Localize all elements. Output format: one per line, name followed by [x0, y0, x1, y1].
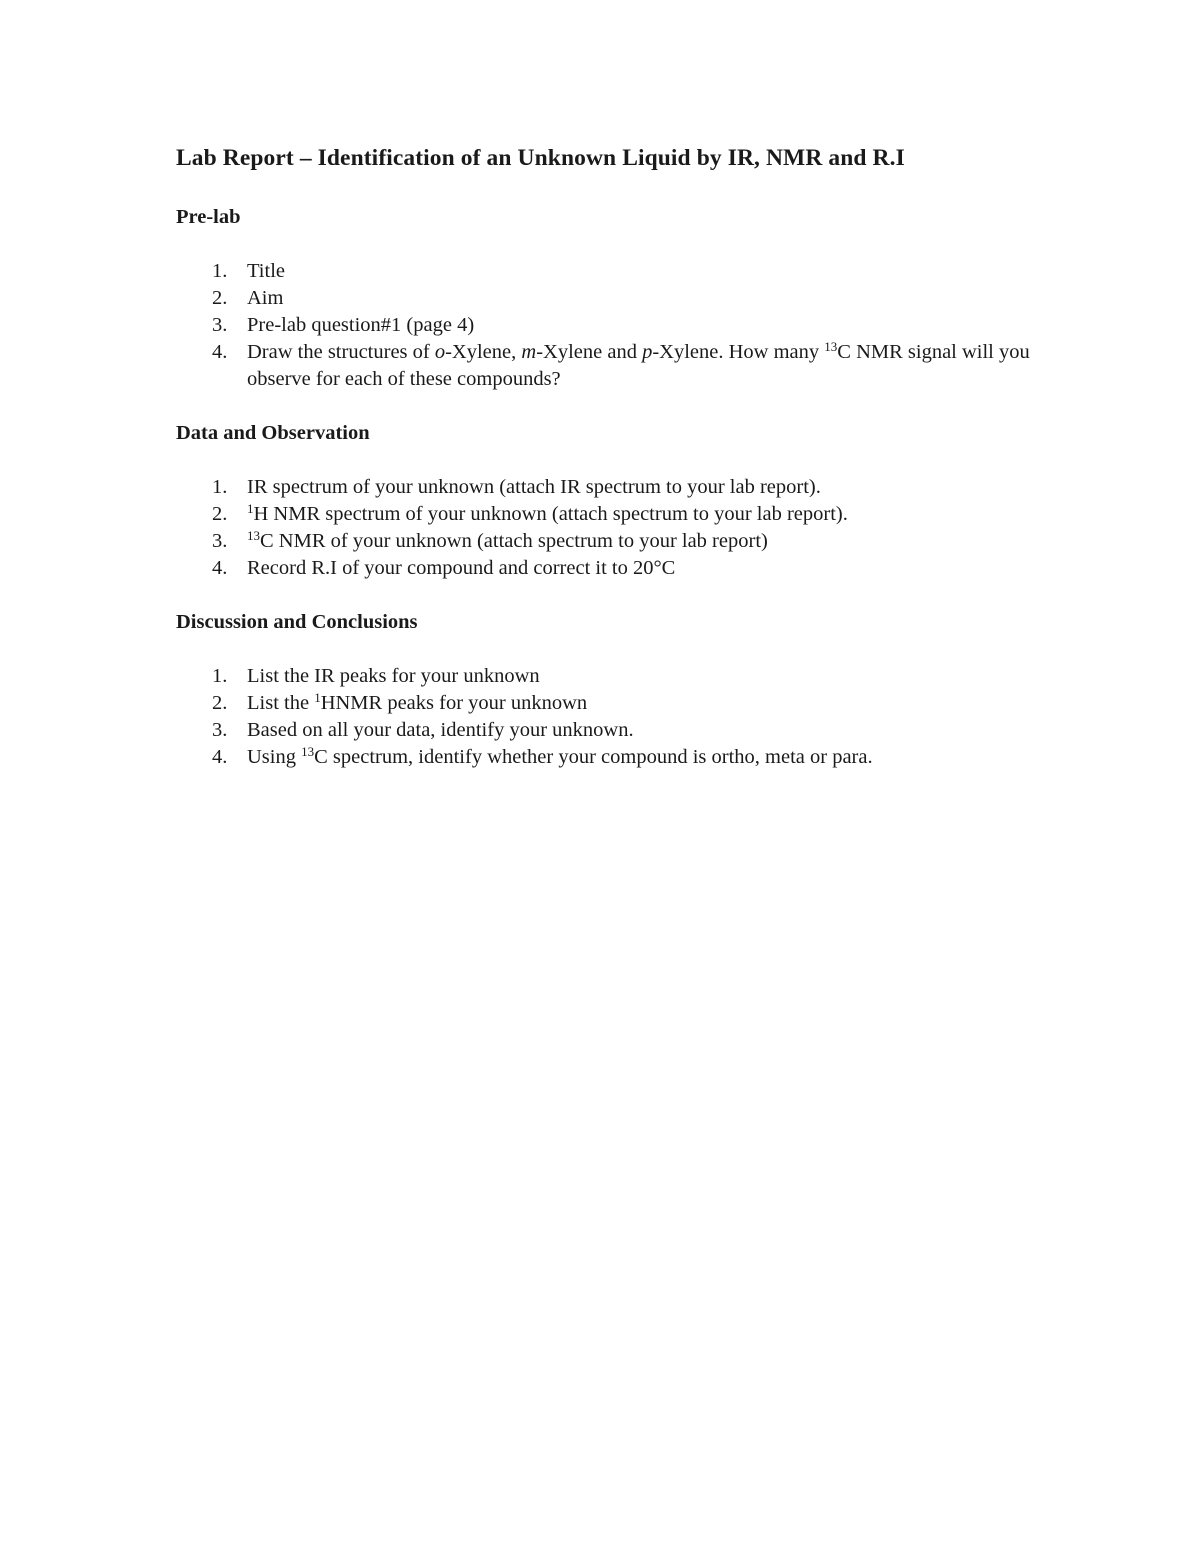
- list-item: [176, 717, 1036, 744]
- isotope-superscript: 1: [247, 500, 254, 516]
- list-item: [176, 555, 1036, 582]
- list-item-text: IR spectrum of your unknown (attach IR spectrum to your lab report).: [247, 476, 821, 498]
- list-item: [176, 663, 1036, 690]
- list-item-text: Record R.I of your compound and correct it to 20°C: [247, 557, 676, 579]
- list-item: [176, 339, 1036, 393]
- list-number: 1.: [212, 260, 228, 282]
- list-number: 2.: [212, 692, 228, 714]
- list-number: 2.: [212, 287, 228, 309]
- list-item: [176, 474, 1036, 501]
- list-item-text: Using: [247, 746, 302, 768]
- list-item-text: Pre-lab question#1 (page 4): [247, 314, 475, 336]
- list-number: 3.: [212, 719, 228, 741]
- list-item-text: Aim: [247, 287, 284, 309]
- list-item-text: List the IR peaks for your unknown: [247, 665, 540, 687]
- list-item-text: H NMR spectrum of your unknown (attach spectrum to your lab report).: [253, 503, 848, 525]
- list-number: 1.: [212, 665, 228, 687]
- list-item-text: -Xylene. How many: [652, 341, 825, 363]
- document-title: Lab Report – Identification of an Unknown Liquid by IR, NMR and R.I: [176, 145, 905, 171]
- data-observation-list: [176, 474, 1036, 582]
- isotope-superscript: 13: [824, 338, 838, 354]
- meta-prefix: m: [521, 341, 537, 363]
- section-heading-discussion: Discussion and Conclusions: [176, 611, 418, 633]
- list-item-text: C NMR of your unknown (attach spectrum to your lab report): [260, 530, 768, 552]
- list-item: [176, 312, 1036, 339]
- list-number: 3.: [212, 530, 228, 552]
- list-number: 3.: [212, 314, 228, 336]
- discussion-list: [176, 663, 1036, 771]
- section-heading-prelab: Pre-lab: [176, 206, 241, 228]
- document-content: [176, 140, 1036, 771]
- list-item-text: Based on all your data, identify your unknown.: [247, 719, 634, 741]
- list-item-text: -Xylene,: [445, 341, 522, 363]
- list-item: [176, 744, 1036, 771]
- list-item-text: Title: [247, 260, 285, 282]
- isotope-superscript: 13: [301, 743, 315, 759]
- list-item-text: List the: [247, 692, 315, 714]
- list-number: 1.: [212, 476, 228, 498]
- list-number: 4.: [212, 746, 228, 768]
- section-heading-data-observation: Data and Observation: [176, 422, 370, 444]
- list-item: [176, 528, 1036, 555]
- para-prefix: p: [642, 341, 653, 363]
- list-item-text: Draw the structures of: [247, 341, 435, 363]
- list-item: [176, 501, 1036, 528]
- list-item-text: -Xylene and: [536, 341, 643, 363]
- list-number: 2.: [212, 503, 228, 525]
- list-item: [176, 258, 1036, 285]
- list-number: 4.: [212, 557, 228, 579]
- list-item: [176, 285, 1036, 312]
- list-number: 4.: [212, 341, 228, 363]
- isotope-superscript: 1: [314, 689, 321, 705]
- isotope-superscript: 13: [247, 527, 260, 543]
- list-item-text: HNMR peaks for your unknown: [320, 692, 588, 714]
- prelab-list: [176, 258, 1036, 393]
- list-item: [176, 690, 1036, 717]
- list-item-text: C NMR signal will you observe for each of these compounds?: [247, 341, 1030, 390]
- list-item-text: C spectrum, identify whether your compound is ortho, meta or para.: [314, 746, 873, 768]
- ortho-prefix: o: [434, 341, 446, 363]
